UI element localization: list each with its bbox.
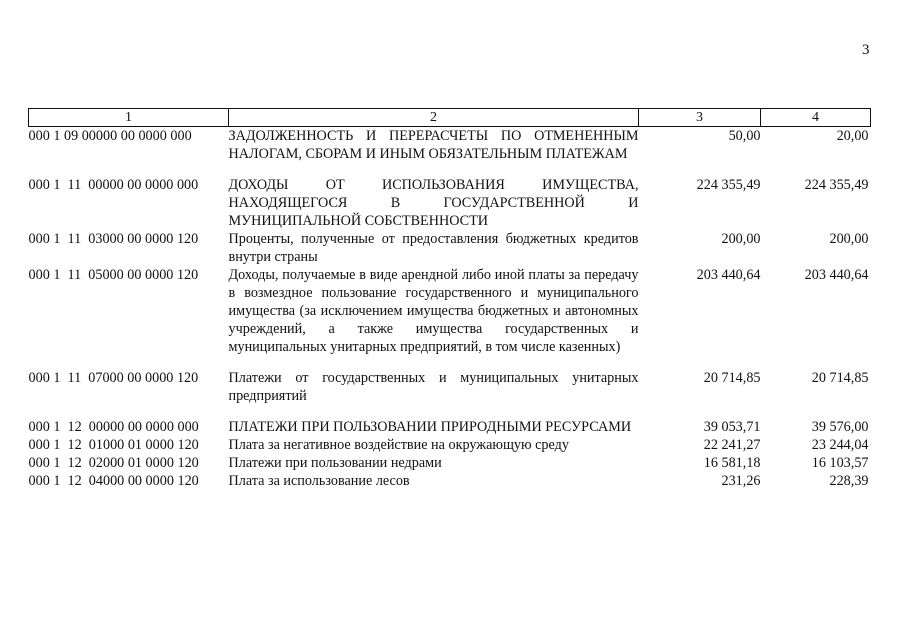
column-header-2: 2	[229, 109, 639, 127]
budget-code: 000 1 12 04000 00 0000 120	[28, 473, 199, 489]
budget-code: 000 1 11 00000 00 0000 000	[28, 177, 199, 193]
budget-code: 000 1 11 07000 00 0000 120	[28, 370, 199, 386]
table-row	[29, 230, 871, 266]
revenue-name: Платежи от государственных и муниципальных унитарных предприятий	[228, 370, 639, 404]
value-col3: 200,00	[721, 231, 761, 247]
value-col4: 16 103,57	[811, 455, 869, 471]
budget-code: 000 1 09 00000 00 0000 000	[28, 128, 192, 144]
column-header-1: 1	[29, 109, 229, 127]
value-col3: 39 053,71	[703, 419, 761, 435]
budget-code: 000 1 11 03000 00 0000 120	[28, 231, 199, 247]
table-row	[29, 266, 871, 369]
budget-code: 000 1 12 00000 00 0000 000	[28, 419, 199, 435]
value-col3: 50,00	[728, 128, 761, 144]
table-row	[29, 472, 871, 490]
table-row	[29, 369, 871, 418]
budget-code: 000 1 11 05000 00 0000 120	[28, 267, 199, 283]
revenue-name: Платежи при пользовании недрами	[228, 455, 442, 471]
value-col4: 23 244,04	[811, 437, 869, 453]
value-col3: 203 440,64	[696, 267, 761, 283]
value-col4: 203 440,64	[804, 267, 869, 283]
table-row	[29, 436, 871, 454]
value-col3: 16 581,18	[703, 455, 761, 471]
value-col4: 20 714,85	[811, 370, 869, 386]
column-header-4: 4	[761, 109, 871, 127]
value-col3: 20 714,85	[703, 370, 761, 386]
value-col3: 224 355,49	[696, 177, 761, 193]
budget-code: 000 1 12 01000 01 0000 120	[28, 437, 199, 453]
table-row	[29, 418, 871, 436]
header-row	[29, 109, 871, 127]
revenue-name: ПЛАТЕЖИ ПРИ ПОЛЬЗОВАНИИ ПРИРОДНЫМИ РЕСУРСАМИ	[228, 419, 632, 435]
table-row	[29, 127, 871, 177]
column-header-3: 3	[639, 109, 761, 127]
page-number: 3	[862, 42, 870, 58]
budget-code: 000 1 12 02000 01 0000 120	[28, 455, 199, 471]
table-row	[29, 176, 871, 230]
value-col4: 20,00	[836, 128, 869, 144]
value-col4: 200,00	[829, 231, 869, 247]
revenue-name: Плата за использование лесов	[228, 473, 410, 489]
revenue-table	[28, 108, 871, 490]
revenue-name: Доходы, получаемые в виде арендной либо иной платы за передачу в возмездное пользование государственного и муниципального имущества (за исключением имущества бюджетных и автономных учреждений, а также имущества государственных и муниципальных унитарных предприятий, в том числе казенных)	[228, 267, 639, 355]
value-col3: 231,26	[721, 473, 761, 489]
value-col4: 224 355,49	[804, 177, 869, 193]
value-col4: 39 576,00	[811, 419, 869, 435]
revenue-name: ЗАДОЛЖЕННОСТЬ И ПЕРЕРАСЧЕТЫ ПО ОТМЕНЕННЫМ НАЛОГАМ, СБОРАМ И ИНЫМ ОБЯЗАТЕЛЬНЫМ ПЛАТЕЖАМ	[228, 128, 639, 162]
value-col3: 22 241,27	[703, 437, 761, 453]
value-col4: 228,39	[829, 473, 869, 489]
table-row	[29, 454, 871, 472]
revenue-name: Плата за негативное воздействие на окружающую среду	[228, 437, 569, 453]
revenue-name: Проценты, полученные от предоставления бюджетных кредитов внутри страны	[228, 231, 639, 265]
revenue-name: ДОХОДЫ ОТ ИСПОЛЬЗОВАНИЯ ИМУЩЕСТВА, НАХОДЯЩЕГОСЯ В ГОСУДАРСТВЕННОЙ И МУНИЦИПАЛЬНОЙ СОБСТВЕННОСТИ	[228, 177, 639, 229]
